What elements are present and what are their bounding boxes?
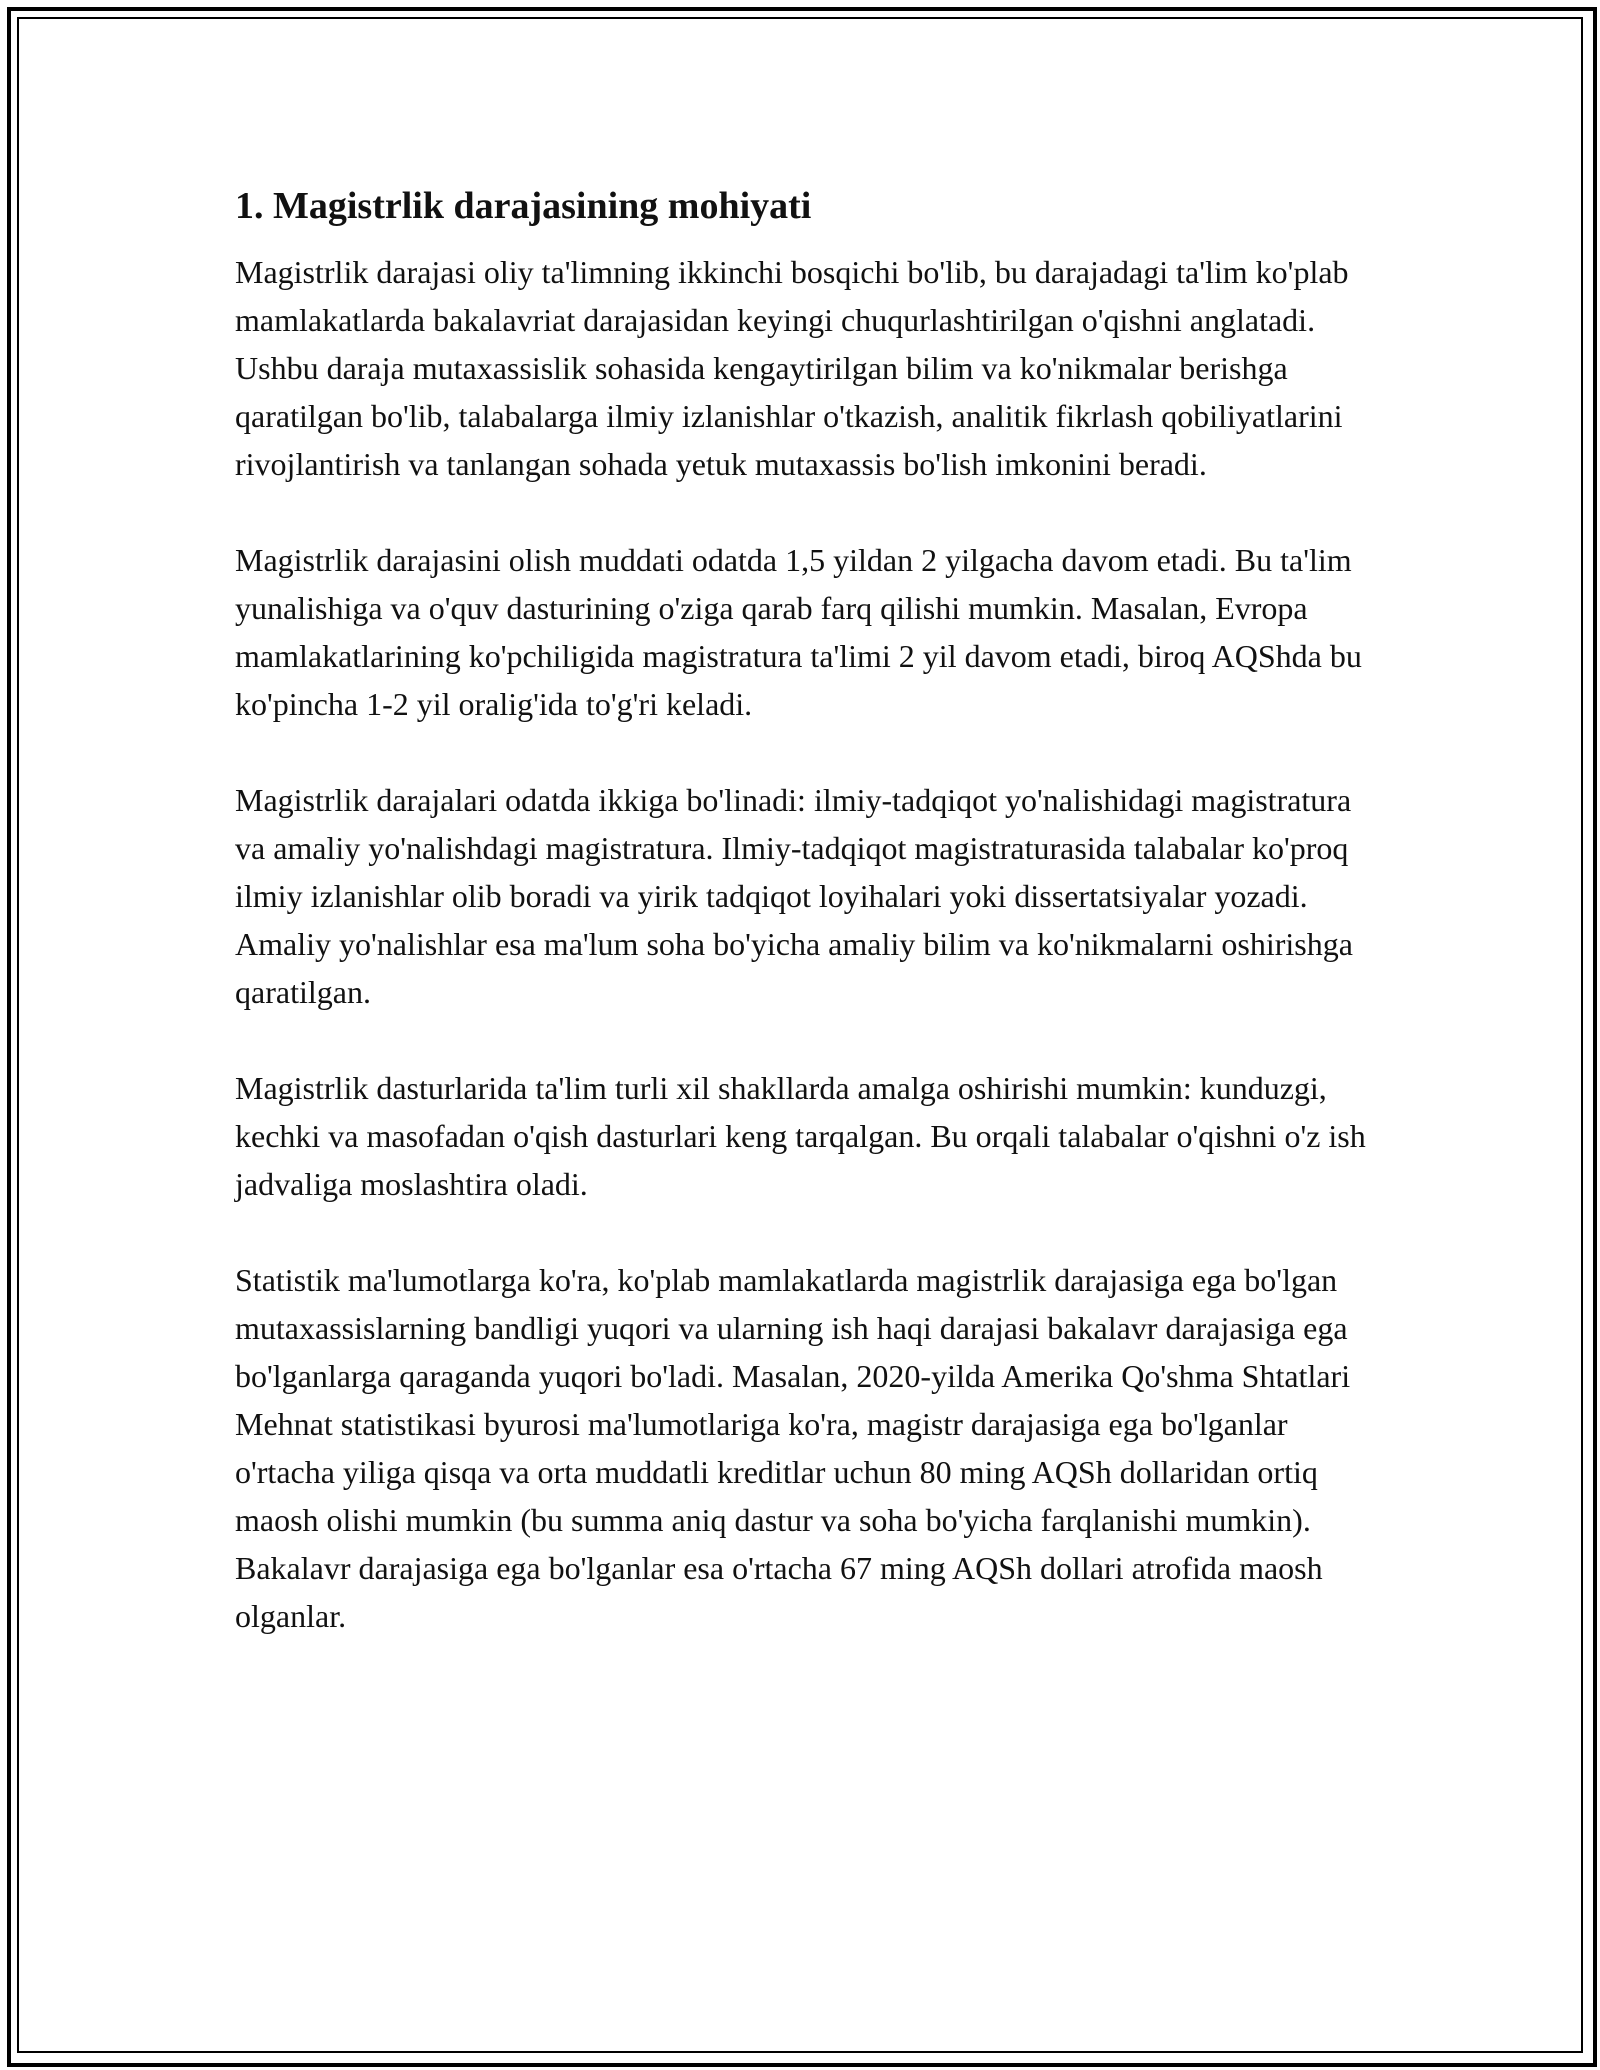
paragraph-duration: Magistrlik darajasini olish muddati odatda 1,5 yildan 2 yilgacha davom etadi. Bu ta'lim yunalishiga va o'quv dasturining o'ziga qarab farq qilishi mumkin. Masalan, Evropa mamlakatlarining ko'pchiligida magistratura ta'limi 2 yil davom etadi, biroq AQShda bu ko'pincha 1-2 yil oralig'ida to'g'ri keladi. <box>235 542 1362 722</box>
document-body <box>235 182 1375 1688</box>
paragraph-statistics: Statistik ma'lumotlarga ko'ra, ko'plab mamlakatlarda magistrlik darajasiga ega bo'lgan mutaxassislarning bandligi yuqori va ularning ish haqi darajasi bakalavr darajasiga ega bo'lganlarga qaraganda yuqori bo'ladi. Masalan, 2020-yilda Amerika Qo'shma Shtatlari Mehnat statistikasi byurosi ma'lumotlariga ko'ra, magistr darajasiga ega bo'lganlar o'rtacha yiliga qisqa va orta muddatli kreditlar uchun 80 ming AQSh dollaridan ortiq maosh olishi mumkin (bu summa aniq dastur va soha bo'yicha farqlanishi mumkin). Bakalavr darajasiga ega bo'lganlar esa o'rtacha 67 ming AQSh dollari atrofida maosh olganlar. <box>235 1262 1351 1634</box>
section-heading: 1. Magistrlik darajasining mohiyati <box>235 185 812 227</box>
paragraph-forms: Magistrlik dasturlarida ta'lim turli xil shakllarda amalga oshirishi mumkin: kunduzgi, kechki va masofadan o'qish dasturlari keng tarqalgan. Bu orqali talabalar o'qishni o'z ish jadvaliga moslashtira oladi. <box>235 1070 1366 1202</box>
paragraph-definition: Magistrlik darajasi oliy ta'limning ikkinchi bosqichi bo'lib, bu darajadagi ta'lim ko'plab mamlakatlarda bakalavriat darajasidan keyingi chuqurlashtirilgan o'qishni anglatadi. Ushbu daraja mutaxassislik sohasida kengaytirilgan bilim va ko'nikmalar berishga qaratilgan bo'lib, talabalarga ilmiy izlanishlar o'tkazish, analitik fikrlash qobiliyatlarini rivojlantirish va tanlangan sohada yetuk mutaxassis bo'lish imkonini beradi. <box>235 254 1349 482</box>
paragraph-types: Magistrlik darajalari odatda ikkiga bo'linadi: ilmiy-tadqiqot yo'nalishidagi magistratura va amaliy yo'nalishdagi magistratura. Ilmiy-tadqiqot magistraturasida talabalar ko'proq ilmiy izlanishlar olib boradi va yirik tadqiqot loyihalari yoki dissertatsiyalar yozadi. Amaliy yo'nalishlar esa ma'lum soha bo'yicha amaliy bilim va ko'nikmalarni oshirishga qaratilgan. <box>235 782 1353 1010</box>
